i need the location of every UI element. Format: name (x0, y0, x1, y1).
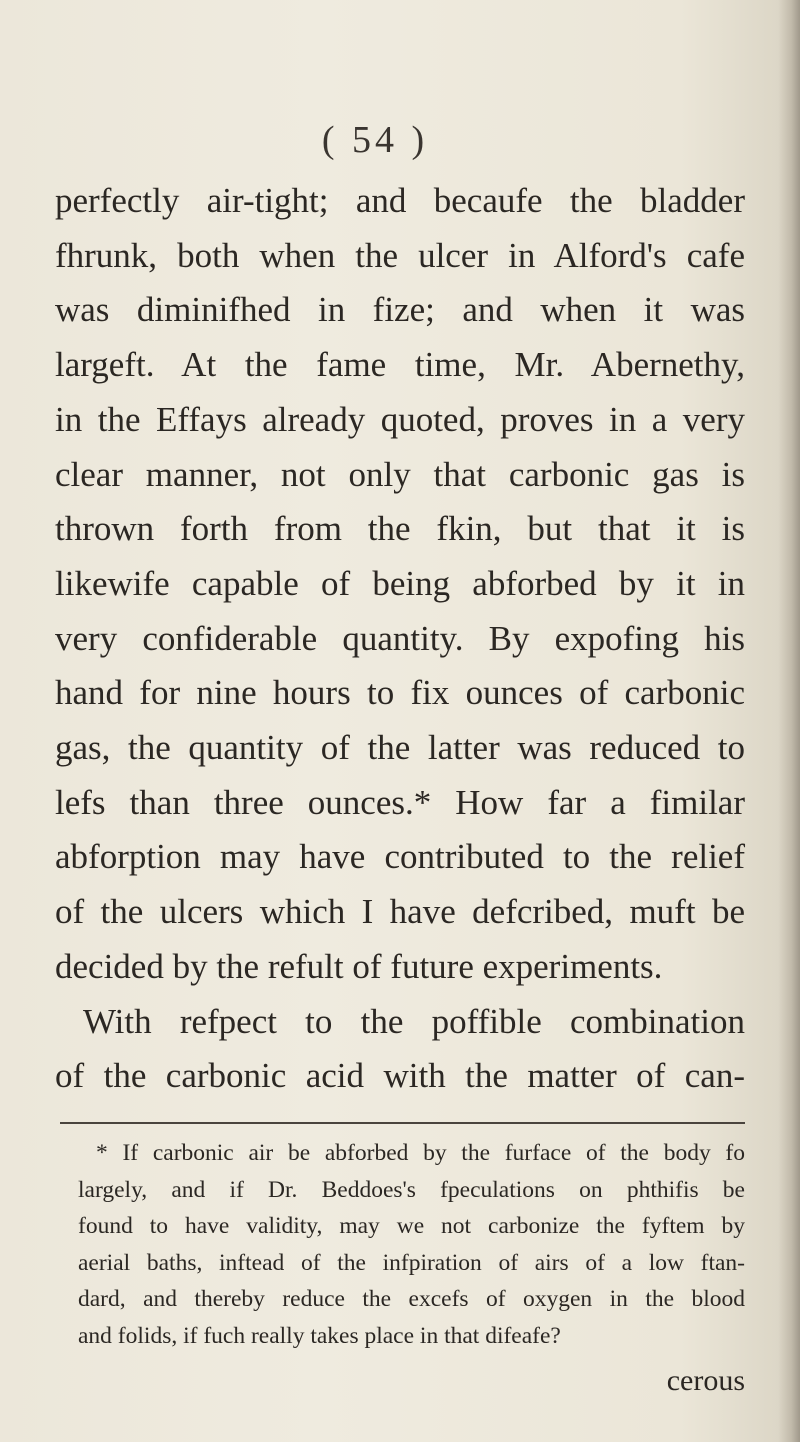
text-line: largeft. At the fame time, Mr. Abernethy, (55, 345, 745, 385)
text-line: in the Effays already quoted, proves in a very (55, 399, 745, 439)
text-line: gas, the quantity of the latter was reduced to (55, 728, 745, 768)
text-line: clear manner, not only that carbonic gas is (55, 454, 745, 494)
text-line: of the carbonic acid with the matter of can- (55, 1056, 745, 1096)
footnote-line: dard, and thereby reduce the excefs of oxygen in the blood (78, 1286, 745, 1313)
footnote-line: and folids, if fuch really takes place in that difeafe? (78, 1322, 561, 1349)
text-line: thrown forth from the fkin, but that it is (55, 509, 745, 549)
main-text (55, 174, 745, 1104)
text-line: hand for nine hours to fix ounces of carbonic (55, 673, 745, 713)
text-line: With refpect to the poffible combination (83, 1001, 745, 1041)
footnote-line: largely, and if Dr. Beddoes's fpeculations on phthifis be (78, 1176, 745, 1203)
text-line: perfectly air-tight; and becaufe the bladder (55, 181, 745, 220)
page-number: ( 54 ) (321, 119, 429, 161)
footnote-line: * If carbonic air be abforbed by the furface of the body fo (96, 1140, 745, 1166)
text-line: fhrunk, both when the ulcer in Alford's cafe (55, 235, 745, 275)
footnote-line: aerial baths, inftead of the infpiration of airs of a low ftan- (78, 1249, 745, 1276)
text-line: decided by the refult of future experiments. (55, 946, 663, 986)
text-line: very confiderable quantity. By expofing his (55, 618, 745, 658)
text-line: of the ulcers which I have defcribed, muft be (55, 892, 745, 932)
text-line: abforption may have contributed to the relief (55, 837, 745, 877)
text-line: lefs than three ounces.* How far a fimilar (55, 782, 745, 822)
page-edge-shadow (778, 0, 800, 1442)
catchword: cerous (666, 1364, 745, 1397)
footnote-rule (60, 1122, 745, 1124)
footnote-line: found to have validity, may we not carbonize the fyftem by (78, 1213, 745, 1240)
text-line: was diminifhed in fize; and when it was (55, 290, 745, 330)
footnote (78, 1135, 745, 1355)
text-line: likewife capable of being abforbed by it in (55, 563, 745, 603)
